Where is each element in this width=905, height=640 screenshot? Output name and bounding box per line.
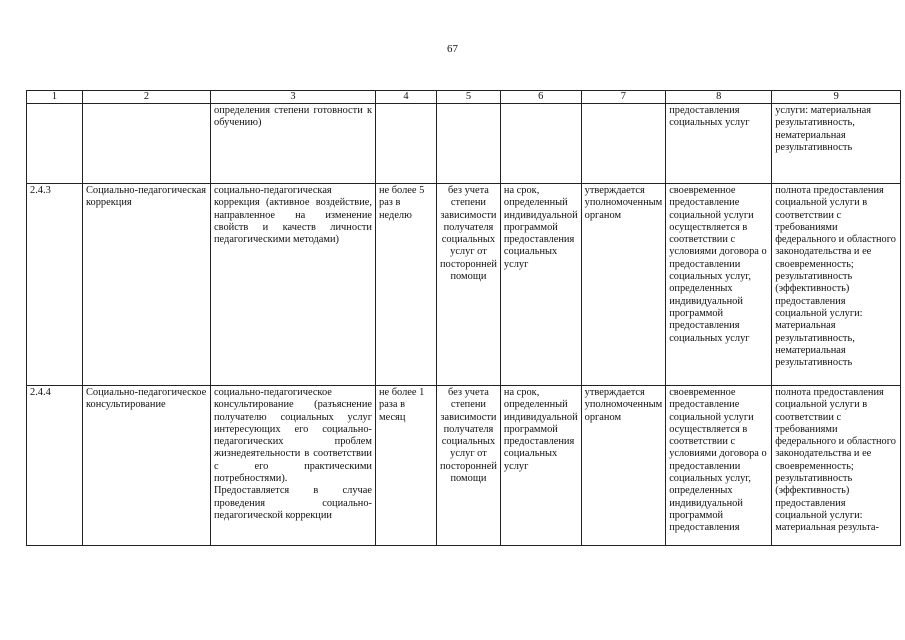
column-header: 1: [27, 91, 83, 104]
table-cell: предоставления социальных услуг: [666, 104, 772, 184]
table-cell: [83, 104, 211, 184]
column-header: 9: [772, 91, 901, 104]
service-description: социально-педагогическая коррекция (активное воздействие, направленное на изменение свойств и качеств личности педагогическими методами): [211, 184, 376, 386]
service-quality: полнота предоставления социальной услуги в соответствии с требованиями федерального и областного законодательства и ее своевременность; результативность (эффективность) предоставления социальной услуги: материальная результативность, нематериальная результативность: [772, 184, 901, 386]
table-cell: [376, 104, 437, 184]
column-header: 5: [437, 91, 501, 104]
service-description-cell: [211, 386, 376, 546]
service-term: на срок, определенный индивидуальной программой предоставления социальных услуг: [500, 386, 581, 546]
service-term: на срок, определенный индивидуальной программой предоставления социальных услуг: [500, 184, 581, 386]
service-quality: полнота предоставления социальной услуги в соответствии с требованиями федерального и областного законодательства и ее своевременность; результативность (эффективность) предоставления социальной услуги: материальная результа-: [772, 386, 901, 546]
service-name: Социально-педагогическое консультирование: [83, 386, 211, 546]
service-dependency: без учета степени зависимости получателя социальных услуг от посторонней помощи: [437, 386, 501, 546]
table-cell: [437, 104, 501, 184]
column-header: 3: [211, 91, 376, 104]
service-condition-note: Предоставляется в случае проведения социально-педагогической коррекции: [214, 485, 372, 521]
table-cell: услуги: материальная результативность, нематериальная результативность: [772, 104, 901, 184]
service-number: 2.4.3: [27, 184, 83, 386]
service-description: социально-педагогическое консультирование (разъяснение получателю социальных услуг интересующих его социально-педагогических проблем жизнедеятельности в соответствии с его практическими потребностями).: [214, 387, 372, 485]
table-cell: [27, 104, 83, 184]
service-timeliness: своевременное предоставление социальной услуги осуществляется в соответствии с условиями договора о предоставлении социальных услуг, определенных индивидуальной программой предоставления: [666, 386, 772, 546]
table-row-continuation: [27, 104, 901, 184]
service-approval: утверждается уполномоченным органом: [581, 386, 666, 546]
table-cell: [581, 104, 666, 184]
service-approval: утверждается уполномоченным органом: [581, 184, 666, 386]
page-number: 67: [447, 43, 458, 55]
service-frequency: не более 1 раза в месяц: [376, 386, 437, 546]
column-header: 6: [500, 91, 581, 104]
table-header-row: [27, 91, 901, 104]
service-number: 2.4.4: [27, 386, 83, 546]
table-row: [27, 184, 901, 386]
service-dependency: без учета степени зависимости получателя социальных услуг от посторонней помощи: [437, 184, 501, 386]
service-frequency: не более 5 раз в неделю: [376, 184, 437, 386]
column-header: 2: [83, 91, 211, 104]
column-header: 7: [581, 91, 666, 104]
column-header: 8: [666, 91, 772, 104]
service-name: Социально-педагогическая коррекция: [83, 184, 211, 386]
services-table: [26, 90, 901, 546]
column-header: 4: [376, 91, 437, 104]
table-cell: [500, 104, 581, 184]
table-cell: определения степени готовности к обучению): [211, 104, 376, 184]
service-timeliness: своевременное предоставление социальной услуги осуществляется в соответствии с условиями договора о предоставлении социальных услуг, определенных индивидуальной программой предоставления социальных услуг: [666, 184, 772, 386]
table-row: [27, 386, 901, 546]
